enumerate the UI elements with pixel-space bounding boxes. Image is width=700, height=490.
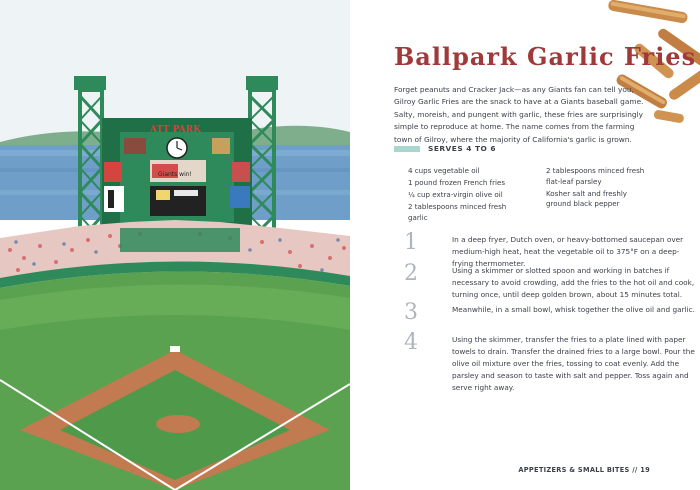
step-number: 4 [404,330,418,355]
ingredient-item: 2 tablespoons minced fresh flat-leaf parsley [546,166,645,186]
serves-accent-bar [394,146,420,152]
ingredient-item: ¼ cup extra-virgin olive oil [408,190,503,200]
step-number: 3 [404,300,418,325]
step-number: 1 [404,230,418,255]
ingredient-item: Kosher salt and freshly ground black pepper [546,188,627,209]
recipe-page [350,0,700,490]
step-text: Using the skimmer, transfer the fries to a plate lined with paper towels to drain. Transfer the drained fries to a large bowl. Pour the olive oil mixture over the fries, tossing to coat evenly. Add the parsley and season to taste with salt and pepper. Toss again and serve right away. [452,335,695,392]
ingredient-item: 2 tablespoons minced fresh garlic [408,202,507,222]
ingredient-item: 1 pound frozen French fries [408,178,506,188]
ingredients-column-left [408,166,516,225]
step-text: Using a skimmer or slotted spoon and working in batches if necessary to avoid crowding, add the fries to the hot oil and cook, turning once, until deep golden brown, about 15 minutes total. [452,266,695,299]
scoreboard [102,118,252,228]
ingredient-item: 4 cups vegetable oil [408,166,480,175]
step-text: Meanwhile, in a small bowl, whisk together the olive oil and garlic. [452,305,695,314]
recipe-title: Ballpark Garlic Fries [394,42,697,71]
step-text: In a deep fryer, Dutch oven, or heavy-bottomed saucepan over medium-high heat, heat the vegetable oil to 375°F on a deep-frying thermometer. [452,235,684,268]
page-footer [518,466,650,474]
footer-section: APPETIZERS & SMALL BITES [518,466,630,474]
ingredients-column-right [546,166,654,211]
serves-label: SERVES 4 TO 6 [428,144,496,153]
ballpark-sign: ATT PARK [150,125,202,135]
page-number: 19 [640,466,650,474]
recipe-intro: Forget peanuts and Cracker Jack—as any Giants fan can tell you, Gilroy Garlic Fries are the snack to have at a Giants baseball game. Salty, moreish, and pungent with garlic, these fries are surprisingly simple to reproduce at home. The name comes from the farming town of Gilroy, where the majority of California's garlic is grown. [394,85,644,144]
footer-separator: // [632,466,638,474]
step-number: 2 [404,261,418,286]
scoreboard-message: Giants win! [158,171,192,178]
